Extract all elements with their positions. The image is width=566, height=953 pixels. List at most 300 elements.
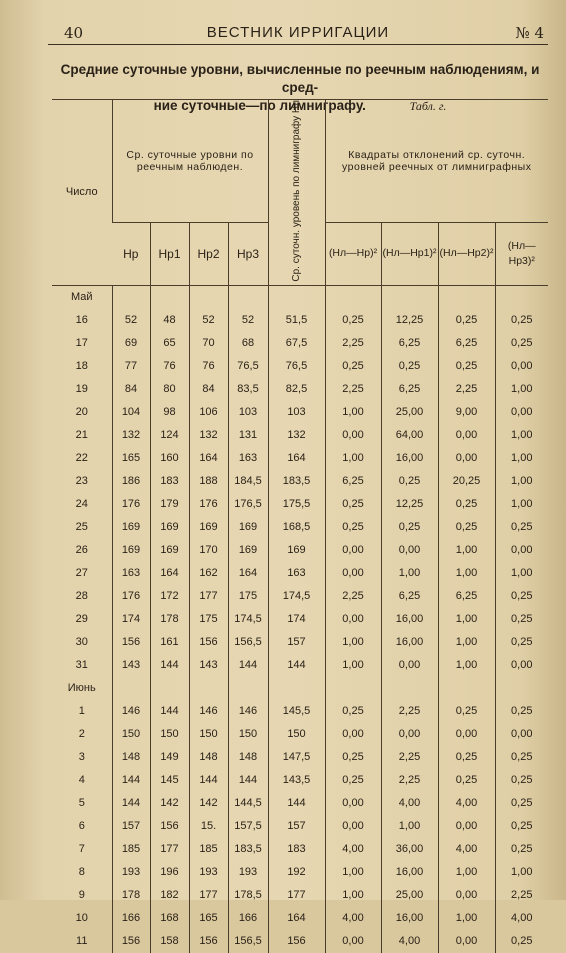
value-cell: 1,00: [495, 861, 548, 884]
day-cell: 19: [75, 383, 88, 396]
day-cell: 20: [75, 406, 88, 419]
day-cell: 9: [78, 889, 85, 902]
value-cell: 0,00: [325, 930, 381, 953]
table-row: [52, 447, 548, 470]
value-cell: 1,00: [438, 861, 495, 884]
value-cell: 0,25: [438, 516, 495, 539]
value-cell: 1,00: [438, 539, 495, 562]
table-row: [52, 401, 548, 424]
value-cell: 6,25: [381, 585, 438, 608]
value-cell: 0,00: [325, 424, 381, 447]
day-cell: 10: [75, 912, 88, 925]
value-cell: 176: [112, 585, 150, 608]
value-cell: 165: [112, 447, 150, 470]
value-cell: 175: [228, 585, 268, 608]
value-cell: 169: [150, 516, 189, 539]
day-cell: 16: [75, 314, 88, 327]
day-cell: 22: [75, 452, 88, 465]
value-cell: 16,00: [381, 608, 438, 631]
col-hp1: Hр1: [150, 222, 189, 285]
value-cell: 16,00: [381, 447, 438, 470]
value-cell: 0,25: [495, 332, 548, 355]
value-cell: 0,25: [495, 309, 548, 332]
value-cell: 156: [112, 631, 150, 654]
table-row: [52, 861, 548, 884]
day-cell: 21: [75, 429, 88, 442]
value-cell: 164: [268, 447, 325, 470]
empty-cell: [495, 285, 548, 309]
value-cell: 144: [189, 769, 228, 792]
value-cell: 1,00: [325, 401, 381, 424]
value-cell: 4,00: [438, 838, 495, 861]
value-cell: 104: [112, 401, 150, 424]
value-cell: 174,5: [228, 608, 268, 631]
table-row: [52, 907, 548, 930]
table-row: [52, 815, 548, 838]
value-cell: 84: [189, 378, 228, 401]
value-cell: 185: [189, 838, 228, 861]
value-cell: 6,25: [325, 470, 381, 493]
value-cell: 150: [228, 723, 268, 746]
value-cell: 183,5: [228, 838, 268, 861]
value-cell: 1,00: [438, 654, 495, 677]
value-cell: 82,5: [268, 378, 325, 401]
value-cell: 188: [189, 470, 228, 493]
value-cell: 36,00: [381, 838, 438, 861]
value-cell: 0,00: [325, 815, 381, 838]
value-cell: 176,5: [228, 493, 268, 516]
value-cell: 177: [189, 884, 228, 907]
levels-table-body: [52, 285, 548, 953]
value-cell: 164: [150, 562, 189, 585]
empty-cell: [438, 677, 495, 700]
value-cell: 2,25: [438, 378, 495, 401]
value-cell: 169: [268, 539, 325, 562]
empty-cell: [268, 677, 325, 700]
value-cell: 157: [268, 815, 325, 838]
value-cell: 185: [112, 838, 150, 861]
value-cell: 103: [268, 401, 325, 424]
value-cell: 1,00: [438, 608, 495, 631]
value-cell: 164: [228, 562, 268, 585]
running-header: [48, 22, 548, 45]
day-cell: 28: [75, 590, 88, 603]
value-cell: 64,00: [381, 424, 438, 447]
empty-cell: [112, 285, 150, 309]
empty-cell: [228, 285, 268, 309]
empty-cell: [438, 285, 495, 309]
value-cell: 193: [189, 861, 228, 884]
value-cell: 178,5: [228, 884, 268, 907]
value-cell: 142: [189, 792, 228, 815]
table-row: [52, 746, 548, 769]
value-cell: 0,25: [438, 746, 495, 769]
value-cell: 0,00: [381, 723, 438, 746]
empty-cell: [150, 285, 189, 309]
value-cell: 0,25: [495, 792, 548, 815]
value-cell: 168: [150, 907, 189, 930]
value-cell: 48: [150, 309, 189, 332]
value-cell: 156,5: [228, 631, 268, 654]
value-cell: 65: [150, 332, 189, 355]
table-row: [52, 539, 548, 562]
day-cell: 23: [75, 475, 88, 488]
day-cell: 29: [75, 613, 88, 626]
value-cell: 0,25: [381, 516, 438, 539]
value-cell: 0,00: [495, 723, 548, 746]
value-cell: 9,00: [438, 401, 495, 424]
value-cell: 25,00: [381, 401, 438, 424]
value-cell: 0,00: [438, 447, 495, 470]
value-cell: 158: [150, 930, 189, 953]
month-label: Июнь: [67, 682, 96, 695]
value-cell: 1,00: [495, 447, 548, 470]
day-cell: 1: [78, 705, 85, 718]
value-cell: 196: [150, 861, 189, 884]
value-cell: 144: [112, 769, 150, 792]
value-cell: 175,5: [268, 493, 325, 516]
col-dev-2: (Hл—Hр2)²: [438, 222, 495, 285]
value-cell: 146: [228, 700, 268, 723]
value-cell: 145: [150, 769, 189, 792]
value-cell: 144: [150, 700, 189, 723]
day-cell: 3: [78, 751, 85, 764]
value-cell: 25,00: [381, 884, 438, 907]
value-cell: 0,00: [325, 562, 381, 585]
value-cell: 150: [150, 723, 189, 746]
day-cell: 31: [75, 659, 88, 672]
value-cell: 1,00: [495, 493, 548, 516]
day-cell: 30: [75, 636, 88, 649]
value-cell: 76,5: [268, 355, 325, 378]
value-cell: 0,25: [495, 930, 548, 953]
value-cell: 0,25: [325, 309, 381, 332]
value-cell: 156: [112, 930, 150, 953]
value-cell: 156: [268, 930, 325, 953]
value-cell: 67,5: [268, 332, 325, 355]
empty-cell: [495, 677, 548, 700]
value-cell: 168,5: [268, 516, 325, 539]
day-cell: 5: [78, 797, 85, 810]
value-cell: 0,25: [325, 516, 381, 539]
empty-cell: [189, 285, 228, 309]
value-cell: 1,00: [325, 654, 381, 677]
value-cell: 147,5: [268, 746, 325, 769]
value-cell: 0,25: [495, 769, 548, 792]
value-cell: 2,25: [325, 585, 381, 608]
value-cell: 148: [112, 746, 150, 769]
value-cell: 0,25: [381, 355, 438, 378]
value-cell: 52: [189, 309, 228, 332]
value-cell: 76: [150, 355, 189, 378]
month-row: [52, 285, 548, 309]
value-cell: 16,00: [381, 861, 438, 884]
value-cell: 16,00: [381, 631, 438, 654]
table-row: [52, 309, 548, 332]
value-cell: 1,00: [381, 562, 438, 585]
value-cell: 0,00: [325, 792, 381, 815]
value-cell: 142: [150, 792, 189, 815]
value-cell: 0,25: [381, 470, 438, 493]
month-label: Май: [70, 291, 93, 304]
empty-cell: [150, 677, 189, 700]
value-cell: 169: [189, 516, 228, 539]
empty-cell: [268, 285, 325, 309]
value-cell: 1,00: [325, 884, 381, 907]
value-cell: 146: [189, 700, 228, 723]
value-cell: 2,25: [381, 769, 438, 792]
value-cell: 0,00: [495, 654, 548, 677]
table-row: [52, 930, 548, 953]
value-cell: 163: [112, 562, 150, 585]
value-cell: 156: [150, 815, 189, 838]
value-cell: 0,25: [438, 355, 495, 378]
value-cell: 4,00: [325, 838, 381, 861]
value-cell: 98: [150, 401, 189, 424]
col-group-deviation: Квадраты отклонений ср. суточн. уровней реечных от лимниграфных: [325, 100, 548, 223]
value-cell: 150: [112, 723, 150, 746]
col-dev-3: (Hл—Hр3)²: [495, 222, 548, 285]
value-cell: 156,5: [228, 930, 268, 953]
value-cell: 157: [112, 815, 150, 838]
value-cell: 1,00: [325, 447, 381, 470]
value-cell: 146: [112, 700, 150, 723]
empty-cell: [325, 285, 381, 309]
table-row: [52, 723, 548, 746]
value-cell: 20,25: [438, 470, 495, 493]
page-number: 40: [64, 24, 84, 42]
value-cell: 0,00: [325, 608, 381, 631]
value-cell: 6,25: [381, 378, 438, 401]
day-cell: 8: [78, 866, 85, 879]
value-cell: 166: [112, 907, 150, 930]
value-cell: 0,25: [438, 493, 495, 516]
value-cell: 0,00: [438, 884, 495, 907]
table-row: [52, 562, 548, 585]
value-cell: 0,25: [325, 746, 381, 769]
value-cell: 157,5: [228, 815, 268, 838]
value-cell: 1,00: [381, 815, 438, 838]
value-cell: 0,00: [495, 355, 548, 378]
value-cell: 145,5: [268, 700, 325, 723]
issue-number: № 4: [515, 24, 544, 42]
value-cell: 183,5: [268, 470, 325, 493]
value-cell: 0,25: [495, 608, 548, 631]
value-cell: 174: [268, 608, 325, 631]
value-cell: 132: [112, 424, 150, 447]
value-cell: 143: [112, 654, 150, 677]
value-cell: 4,00: [381, 792, 438, 815]
value-cell: 174,5: [268, 585, 325, 608]
value-cell: 0,00: [381, 539, 438, 562]
value-cell: 77: [112, 355, 150, 378]
caption-line-2-text: ние суточные—по лимниграфу.: [153, 98, 366, 113]
value-cell: 15.: [189, 815, 228, 838]
value-cell: 165: [189, 907, 228, 930]
table-row: [52, 424, 548, 447]
value-cell: 0,25: [438, 769, 495, 792]
value-cell: 184,5: [228, 470, 268, 493]
value-cell: 1,00: [495, 378, 548, 401]
value-cell: 1,00: [495, 470, 548, 493]
value-cell: 0,25: [495, 585, 548, 608]
table-row: [52, 493, 548, 516]
value-cell: 144: [268, 792, 325, 815]
day-cell: 25: [75, 521, 88, 534]
value-cell: 172: [150, 585, 189, 608]
value-cell: 169: [112, 516, 150, 539]
value-cell: 69: [112, 332, 150, 355]
value-cell: 70: [189, 332, 228, 355]
value-cell: 0,00: [495, 539, 548, 562]
value-cell: 51,5: [268, 309, 325, 332]
col-dev-0: (Hл—Hр)²: [325, 222, 381, 285]
value-cell: 162: [189, 562, 228, 585]
value-cell: 76,5: [228, 355, 268, 378]
value-cell: 166: [228, 907, 268, 930]
col-day: Число: [52, 100, 112, 286]
table-row: [52, 378, 548, 401]
value-cell: 144,5: [228, 792, 268, 815]
value-cell: 1,00: [438, 907, 495, 930]
empty-cell: [189, 677, 228, 700]
value-cell: 131: [228, 424, 268, 447]
table-label: Табл. г.: [409, 99, 447, 113]
value-cell: 192: [268, 861, 325, 884]
value-cell: 0,25: [325, 493, 381, 516]
col-group-rail: Ср. суточные уровни по реечным наблюден.: [112, 100, 268, 223]
day-cell: 7: [78, 843, 85, 856]
value-cell: 6,25: [438, 332, 495, 355]
value-cell: 1,00: [325, 631, 381, 654]
value-cell: 0,00: [438, 930, 495, 953]
table-row: [52, 700, 548, 723]
day-cell: 6: [78, 820, 85, 833]
empty-cell: [325, 677, 381, 700]
value-cell: 0,25: [495, 516, 548, 539]
value-cell: 1,00: [438, 562, 495, 585]
value-cell: 124: [150, 424, 189, 447]
value-cell: 150: [189, 723, 228, 746]
table-row: [52, 355, 548, 378]
value-cell: 12,25: [381, 493, 438, 516]
value-cell: 144: [112, 792, 150, 815]
value-cell: 0,00: [325, 723, 381, 746]
value-cell: 149: [150, 746, 189, 769]
table-row: [52, 769, 548, 792]
value-cell: 0,00: [438, 723, 495, 746]
value-cell: 177: [189, 585, 228, 608]
value-cell: 177: [150, 838, 189, 861]
table-row: [52, 516, 548, 539]
value-cell: 148: [189, 746, 228, 769]
day-cell: 24: [75, 498, 88, 511]
value-cell: 178: [150, 608, 189, 631]
value-cell: 52: [112, 309, 150, 332]
value-cell: 186: [112, 470, 150, 493]
col-hp3: Hр3: [228, 222, 268, 285]
value-cell: 178: [112, 884, 150, 907]
value-cell: 148: [228, 746, 268, 769]
table-row: [52, 470, 548, 493]
empty-cell: [112, 677, 150, 700]
value-cell: 174: [112, 608, 150, 631]
value-cell: 177: [268, 884, 325, 907]
col-dev-1: (Hл—Hр1)²: [381, 222, 438, 285]
value-cell: 183: [150, 470, 189, 493]
empty-cell: [381, 285, 438, 309]
caption-line-1: Средние суточные уровни, вычисленные по реечным наблюдениям, и сред-: [60, 62, 540, 95]
day-cell: 27: [75, 567, 88, 580]
value-cell: 16,00: [381, 907, 438, 930]
value-cell: 2,25: [325, 332, 381, 355]
table-row: [52, 585, 548, 608]
table-row: [52, 792, 548, 815]
value-cell: 76: [189, 355, 228, 378]
value-cell: 0,00: [325, 539, 381, 562]
value-cell: 4,00: [325, 907, 381, 930]
value-cell: 6,25: [381, 332, 438, 355]
value-cell: 144: [150, 654, 189, 677]
value-cell: 144: [228, 769, 268, 792]
value-cell: 0,00: [495, 401, 548, 424]
value-cell: 170: [189, 539, 228, 562]
value-cell: 2,25: [381, 746, 438, 769]
col-hp: Hр: [112, 222, 150, 285]
value-cell: 132: [189, 424, 228, 447]
journal-title: ВЕСТНИК ИРРИГАЦИИ: [206, 24, 390, 41]
value-cell: 4,00: [381, 930, 438, 953]
value-cell: 163: [228, 447, 268, 470]
value-cell: 103: [228, 401, 268, 424]
value-cell: 143: [189, 654, 228, 677]
table-row: [52, 631, 548, 654]
value-cell: 164: [268, 907, 325, 930]
value-cell: 1,00: [438, 631, 495, 654]
value-cell: 0,25: [438, 700, 495, 723]
value-cell: 156: [189, 631, 228, 654]
value-cell: 132: [268, 424, 325, 447]
value-cell: 157: [268, 631, 325, 654]
value-cell: 106: [189, 401, 228, 424]
empty-cell: [228, 677, 268, 700]
value-cell: 176: [189, 493, 228, 516]
day-cell: 18: [75, 360, 88, 373]
value-cell: 2,25: [325, 378, 381, 401]
day-cell: 2: [78, 728, 85, 741]
value-cell: 1,00: [325, 861, 381, 884]
day-cell: 17: [75, 337, 88, 350]
value-cell: 0,00: [438, 424, 495, 447]
value-cell: 163: [268, 562, 325, 585]
value-cell: 0,00: [381, 654, 438, 677]
month-row: [52, 677, 548, 700]
value-cell: 0,25: [325, 769, 381, 792]
value-cell: 175: [189, 608, 228, 631]
value-cell: 6,25: [438, 585, 495, 608]
value-cell: 169: [150, 539, 189, 562]
value-cell: 0,25: [495, 838, 548, 861]
col-limnigraph: [268, 100, 325, 286]
value-cell: 0,25: [325, 700, 381, 723]
col-limnigraph-text: Ср. суточн. уровень по лимниграфу Hл: [291, 100, 302, 282]
day-cell: 11: [76, 935, 88, 948]
value-cell: 12,25: [381, 309, 438, 332]
table-row: [52, 332, 548, 355]
value-cell: 179: [150, 493, 189, 516]
value-cell: 164: [189, 447, 228, 470]
value-cell: 83,5: [228, 378, 268, 401]
